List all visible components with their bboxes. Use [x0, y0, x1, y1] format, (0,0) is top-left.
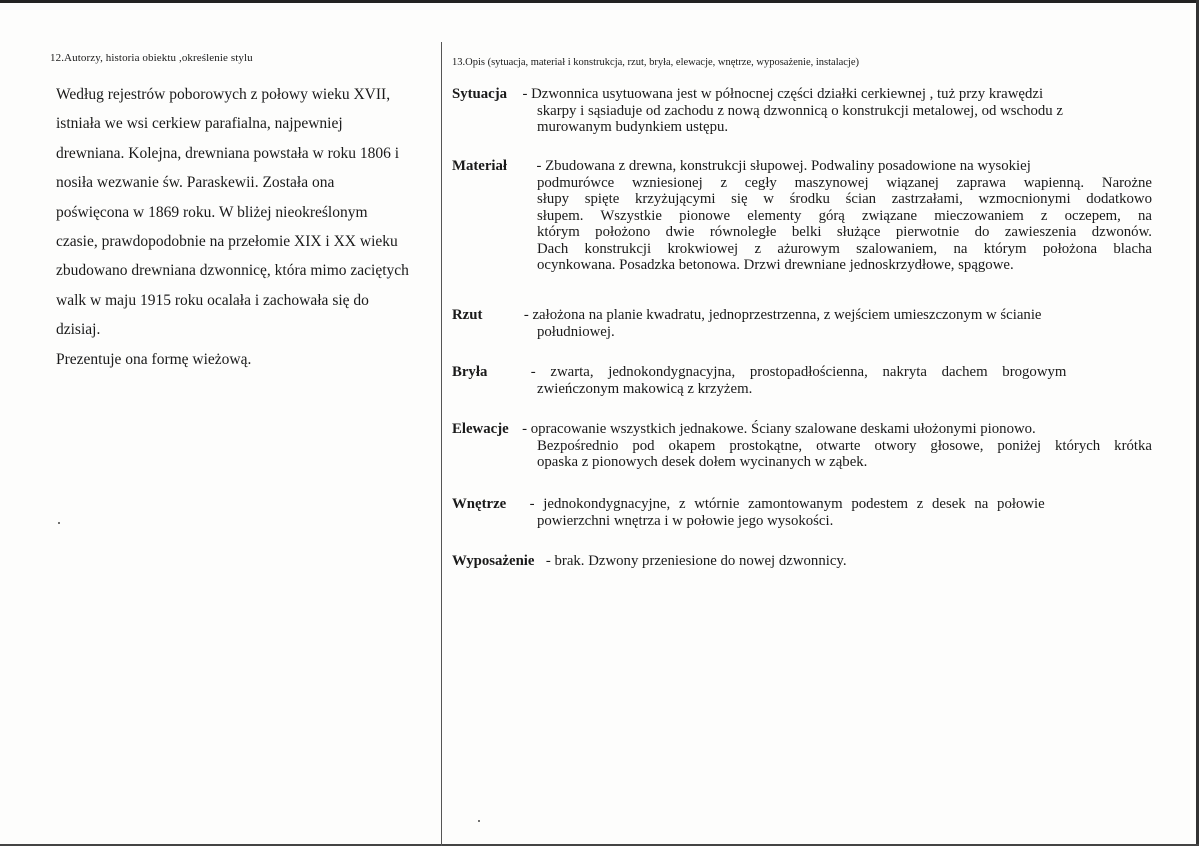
section-first-line: - Zbudowana z drewna, konstrukcji słupowej. Podwaliny posadowione na wysokiej	[536, 158, 1031, 174]
section-label: Elewacje	[452, 421, 509, 437]
section-wyposazenie	[452, 553, 1152, 570]
section-elewacje	[452, 421, 1152, 471]
top-border	[0, 0, 1199, 3]
section-label: Sytuacja	[452, 86, 508, 102]
history-line: istniała we wsi cerkiew parafialna, najpewniej	[56, 115, 343, 133]
section-label: Materiał	[452, 158, 508, 174]
section-label: Rzut	[452, 307, 483, 323]
section-first-line: - Dzwonnica usytuowana jest w północnej części działki cerkiewnej , tuż przy krawędzi	[522, 86, 1044, 102]
history-line: Według rejestrów poborowych z połowy wieku XVII,	[56, 86, 391, 103]
history-line: poświęcona w 1869 roku. W bliżej nieokreślonym	[56, 203, 368, 221]
section-line: Dach konstrukcji krokwiowej z ażurowym szalowaniem, na którym położona blacha	[537, 240, 1152, 257]
section-line: którym położono dwie równoległe belki służące pierwotnie do zawieszenia dzwonów.	[537, 224, 1152, 240]
history-line: nosiła wezwanie św. Paraskewii. Została ona	[56, 174, 335, 192]
history-line: czasie, prawdopodobnie na przełomie XIX i XX wieku	[56, 233, 398, 251]
section-first-line: - założona na planie kwadratu, jednoprzestrzenna, z wejściem umieszczonym w ścianie	[523, 307, 1042, 323]
section-rzut	[452, 307, 1152, 340]
section-label: Bryła	[452, 364, 488, 380]
section-line: murowanym budynkiem ustępu.	[537, 119, 729, 135]
history-line: Prezentuje ona formę wieżową.	[56, 350, 252, 368]
section-line: słupy spięte krzyżującymi się w środku ścian zastrzałami, wzmocnionymi dodatkowo	[537, 191, 1152, 207]
scan-speck	[478, 820, 480, 822]
section-wnetrze	[452, 496, 1152, 529]
section-line: opaska z pionowych desek dołem wycinanych w ząbek.	[537, 454, 868, 470]
section-line: słupem. Wszystkie pionowe elementy górą związane mieczowaniem z oczepem, na	[537, 207, 1152, 224]
section-label: Wyposażenie	[452, 553, 535, 569]
section-line: zwieńczonym makowicą z krzyżem.	[537, 380, 753, 397]
section-first-line: - jednokondygnacyjne, z wtórnie zamontowanym podestem z desek na połowie	[529, 496, 1045, 512]
scan-speck	[58, 522, 60, 524]
section-material	[452, 158, 1152, 274]
section-line: powierzchni wnętrza i w połowie jego wysokości.	[537, 512, 834, 529]
section-line: ocynkowana. Posadzka betonowa. Drzwi drewniane jednoskrzydłowe, spągowe.	[537, 257, 1014, 273]
section-13-header: 13.Opis (sytuacja, materiał i konstrukcja, rzut, bryła, elewacje, wnętrze, wyposażenie, instalacje)	[452, 57, 860, 68]
history-line: walk w maju 1915 roku ocalała i zachowała się do	[56, 291, 369, 309]
section-label: Wnętrze	[452, 496, 507, 512]
section-line: południowej.	[537, 323, 615, 340]
history-line: zbudowano drewniana dzwonnicę, która mimo zaciętych	[56, 262, 409, 280]
section-first-line: - brak. Dzwony przeniesione do nowej dzwonnicy.	[545, 553, 847, 569]
section-first-line: - zwarta, jednokondygnacyjna, prostopadłościenna, nakryta dachem brogowym	[530, 364, 1067, 380]
section-line: skarpy i sąsiaduje od zachodu z nową dzwonnicą o konstrukcji metalowej, od wschodu z	[537, 102, 1063, 119]
history-line: dzisiaj.	[56, 321, 101, 339]
section-bryla	[452, 364, 1152, 397]
section-sytuacja	[452, 86, 1152, 136]
section-12-header: 12.Autorzy, historia obiektu ,określenie stylu	[50, 52, 253, 64]
section-line: Bezpośrednio pod okapem prostokątne, otwarte otwory głosowe, poniżej których krótka	[537, 437, 1152, 454]
section-line: podmurówce wzniesionej z cegły maszynowej wiązanej zaprawa wapienną. Narożne	[537, 174, 1152, 191]
history-line: drewniana. Kolejna, drewniana powstała w roku 1806 i	[56, 144, 400, 162]
history-paragraph	[56, 80, 442, 374]
section-first-line: - opracowanie wszystkich jednakowe. Ściany szalowane deskami ułożonymi pionowo.	[522, 421, 1036, 437]
